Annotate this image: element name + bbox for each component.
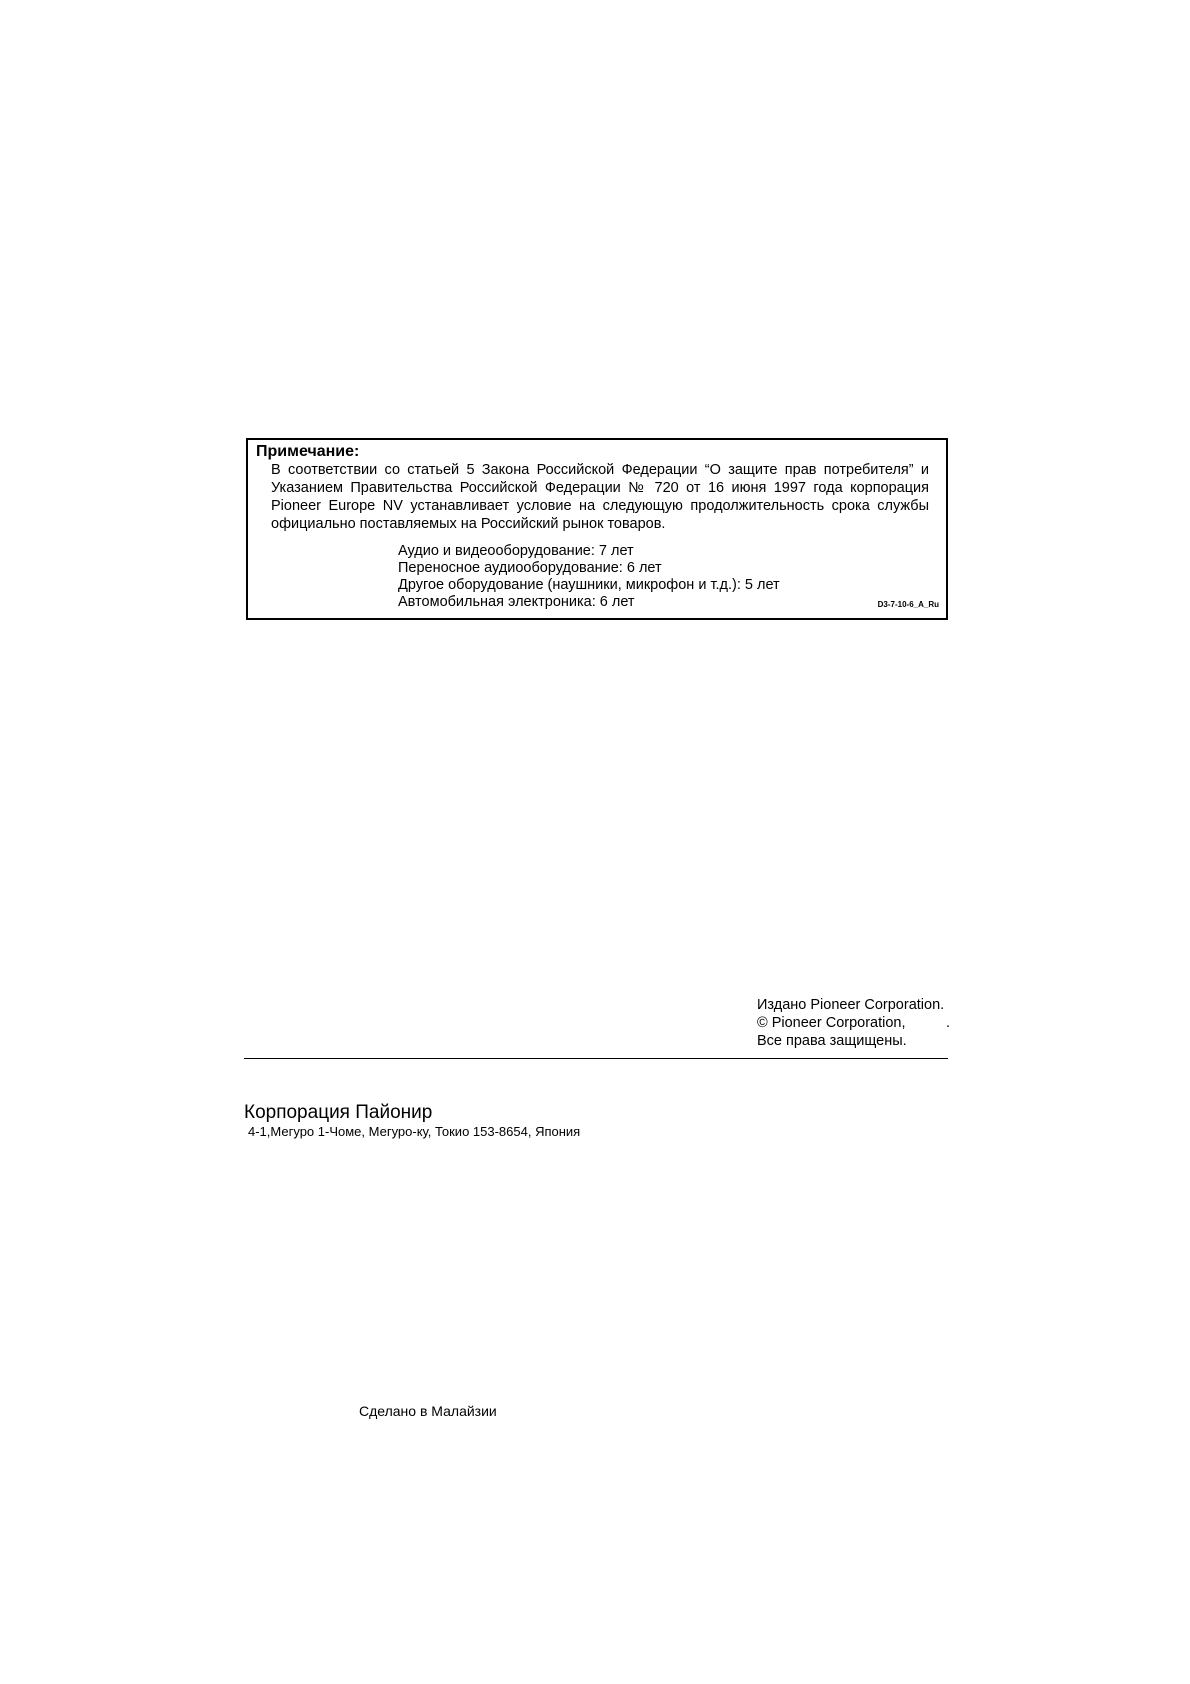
publisher-block [757,996,944,1050]
note-paragraph-line: В соответствии со статьей 5 Закона Российской Федерации “О защите прав потребителя” и [271,462,929,478]
service-life-note [246,438,948,620]
country-of-origin: Сделано в Малайзии [359,1403,497,1419]
rights-line: Все права защищены. [757,1033,907,1049]
publisher-line: Издано Pioneer Corporation. [757,997,945,1013]
copyright-line-end: . [946,1015,951,1031]
company-address: 4-1,Мегуро 1-Чоме, Мегуро-ку, Токио 153-8654, Япония [248,1124,581,1139]
service-life-item: Другое оборудование (наушники, микрофон и т.д.): 5 лет [398,577,780,593]
note-paragraph-line: официально поставляемых на Российский рынок товаров. [271,516,666,532]
service-life-item: Автомобильная электроника: 6 лет [398,594,635,610]
document-code: D3-7-10-6_A_Ru [877,600,939,609]
note-paragraph-line: Pioneer Europe NV устанавливает условие на следующую продолжительность срока службы [271,498,929,514]
service-life-item: Переносное аудиооборудование: 6 лет [398,560,662,576]
divider [244,1058,948,1059]
copyright-line: © Pioneer Corporation, [757,1015,906,1031]
service-life-list [398,543,780,611]
company-name: Корпорация Пайонир [244,1102,433,1123]
service-life-item: Аудио и видеооборудование: 7 лет [398,543,634,559]
note-paragraph-line: Указанием Правительства Российской Федерации № 720 от 16 июня 1997 года корпорация [271,480,929,496]
note-paragraph [271,461,929,533]
note-title: Примечание: [256,443,360,460]
